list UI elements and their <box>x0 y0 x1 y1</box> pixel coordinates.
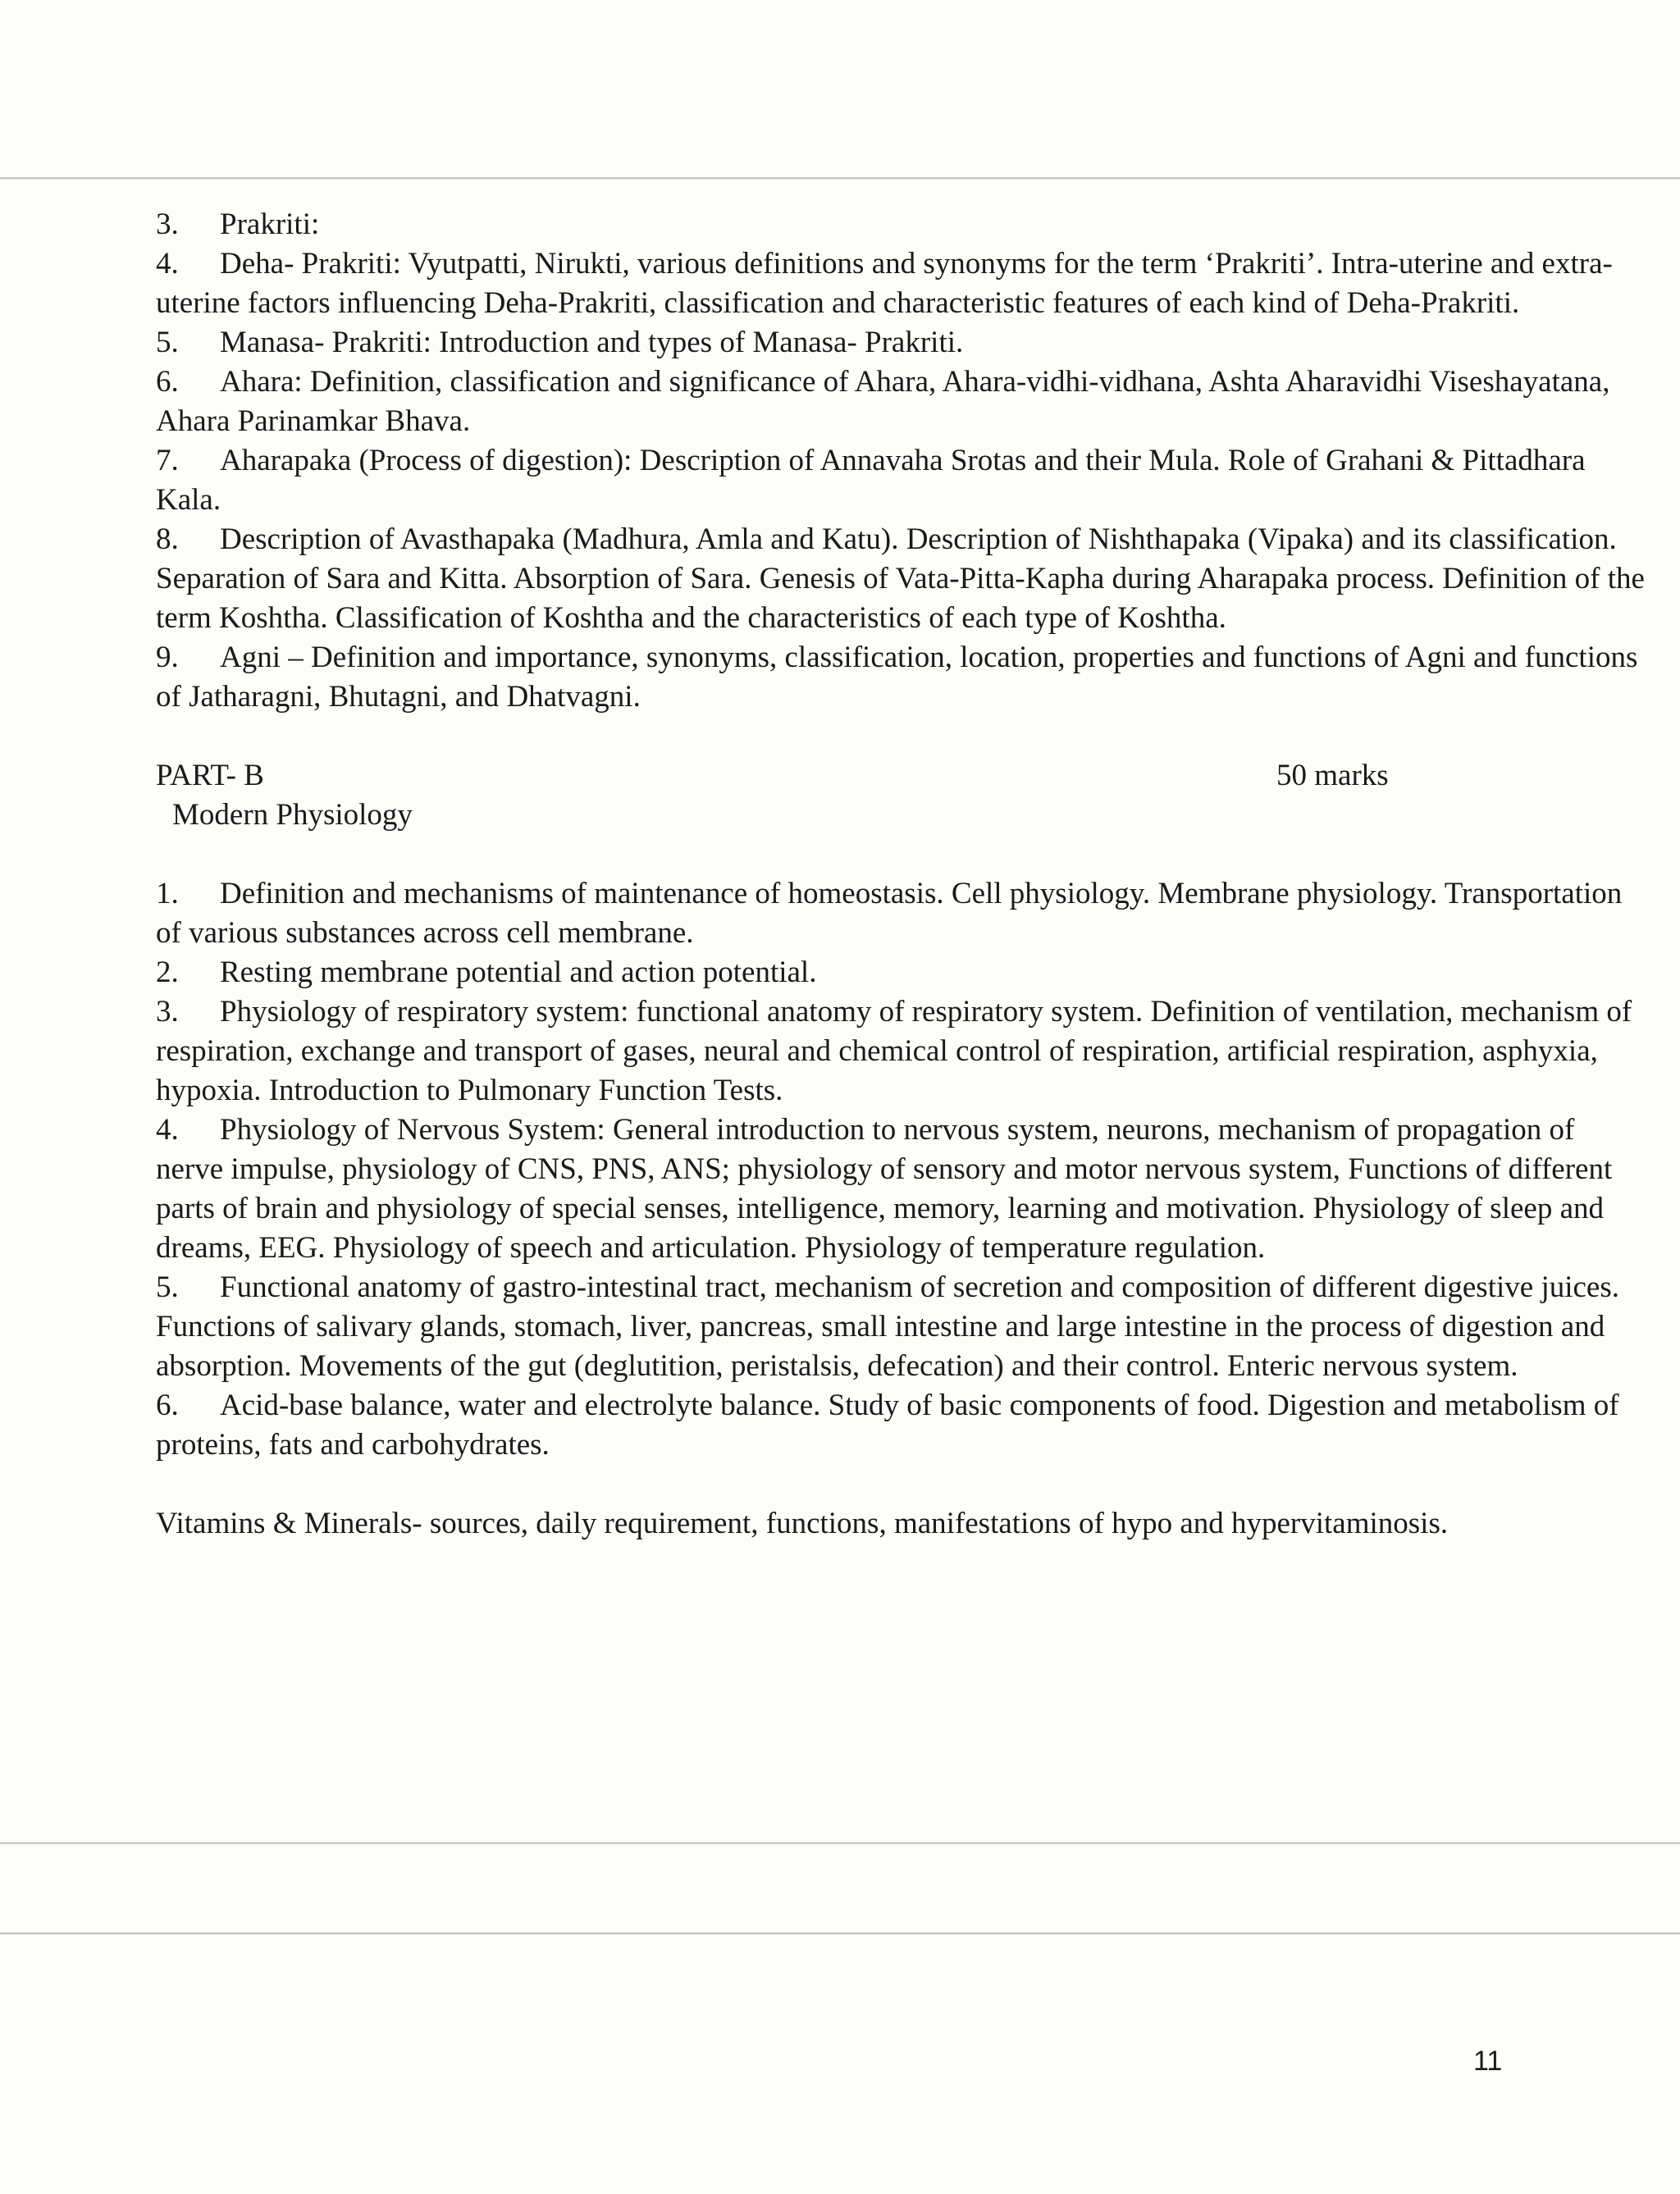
footer-rule-upper <box>0 1842 1680 1845</box>
list-item: 9. Agni – Definition and importance, synonyms, classification, location, properties and functions of Agni and functions of Jatharagni, Bhutagni, and Dhatvagni. <box>156 641 1638 714</box>
closing-paragraph: Vitamins & Minerals- sources, daily requirement, functions, manifestations of hypo and hypervitaminosis. <box>156 1507 1449 1540</box>
list-item: 8. Description of Avasthapaka (Madhura, Amla and Katu). Description of Nishthapaka (Vipaka) and its classification. Separation of Sara and Kitta. Absorption of Sara. Genesis of Vata-Pitta-Kapha during Aharapaka process. Definition of the term Koshtha. Classification of Koshtha and the characteristics of each type of Koshtha. <box>156 522 1645 635</box>
list-item: 4. Physiology of Nervous System: General introduction to nervous system, neurons, mechanism of propagation of nerve impulse, physiology of CNS, PNS, ANS; physiology of sensory and motor nervous system, Functions of different parts of brain and physiology of special senses, intelligence, memory, learning and motivation. Physiology of sleep and dreams, EEG. Physiology of speech and articulation. Physiology of temperature regulation. <box>156 1113 1613 1265</box>
part-b-list <box>156 874 1649 1465</box>
list-item: 4. Deha- Prakriti: Vyutpatti, Nirukti, various definitions and synonyms for the term ‘Prakriti’. Intra-uterine and extra-uterine factors influencing Deha-Prakriti, classification and characteristic features of each kind of Deha-Prakriti. <box>156 247 1613 320</box>
list-item: 3. Prakriti: <box>156 208 320 241</box>
part-b-subtitle: Modern Physiology <box>172 798 413 832</box>
part-b-title: PART- B <box>156 759 264 792</box>
list-item: 5. Functional anatomy of gastro-intestinal tract, mechanism of secretion and composition of different digestive juices. Functions of salivary glands, stomach, liver, pancreas, small intestine and large intestine in the process of digestion and absorption. Movements of the gut (deglutition, peristalsis, defecation) and their control. Enteric nervous system. <box>156 1270 1619 1383</box>
list-item: 7. Aharapaka (Process of digestion): Description of Annavaha Srotas and their Mula. Role of Grahani & Pittadhara Kala. <box>156 444 1586 517</box>
list-item: 2. Resting membrane potential and action potential. <box>156 956 817 989</box>
header-rule <box>0 177 1680 180</box>
list-item: 6. Acid-base balance, water and electrolyte balance. Study of basic components of food. Digestion and metabolism of proteins, fats and carbohydrates. <box>156 1389 1619 1462</box>
list-item: 3. Physiology of respiratory system: functional anatomy of respiratory system. Definition of ventilation, mechanism of respiration, exchange and transport of gases, neural and chemical control of respiration, artificial respiration, asphyxia, hypoxia. Introduction to Pulmonary Function Tests. <box>156 995 1632 1107</box>
list-item: 6. Ahara: Definition, classification and significance of Ahara, Ahara-vidhi-vidhana, Ashta Aharavidhi Viseshayatana, Ahara Parinamkar Bhava. <box>156 365 1610 438</box>
list-item: 1. Definition and mechanisms of maintenance of homeostasis. Cell physiology. Membrane physiology. Transportation of various substances across cell membrane. <box>156 877 1623 950</box>
page-number: 11 <box>1473 2046 1503 2077</box>
part-b-heading <box>156 756 1649 796</box>
document-body <box>156 205 1649 1544</box>
footer-rule-lower <box>0 1932 1680 1935</box>
part-b-marks: 50 marks <box>1276 759 1389 792</box>
part-a-list <box>156 205 1649 717</box>
list-item: 5. Manasa- Prakriti: Introduction and types of Manasa- Prakriti. <box>156 326 964 359</box>
